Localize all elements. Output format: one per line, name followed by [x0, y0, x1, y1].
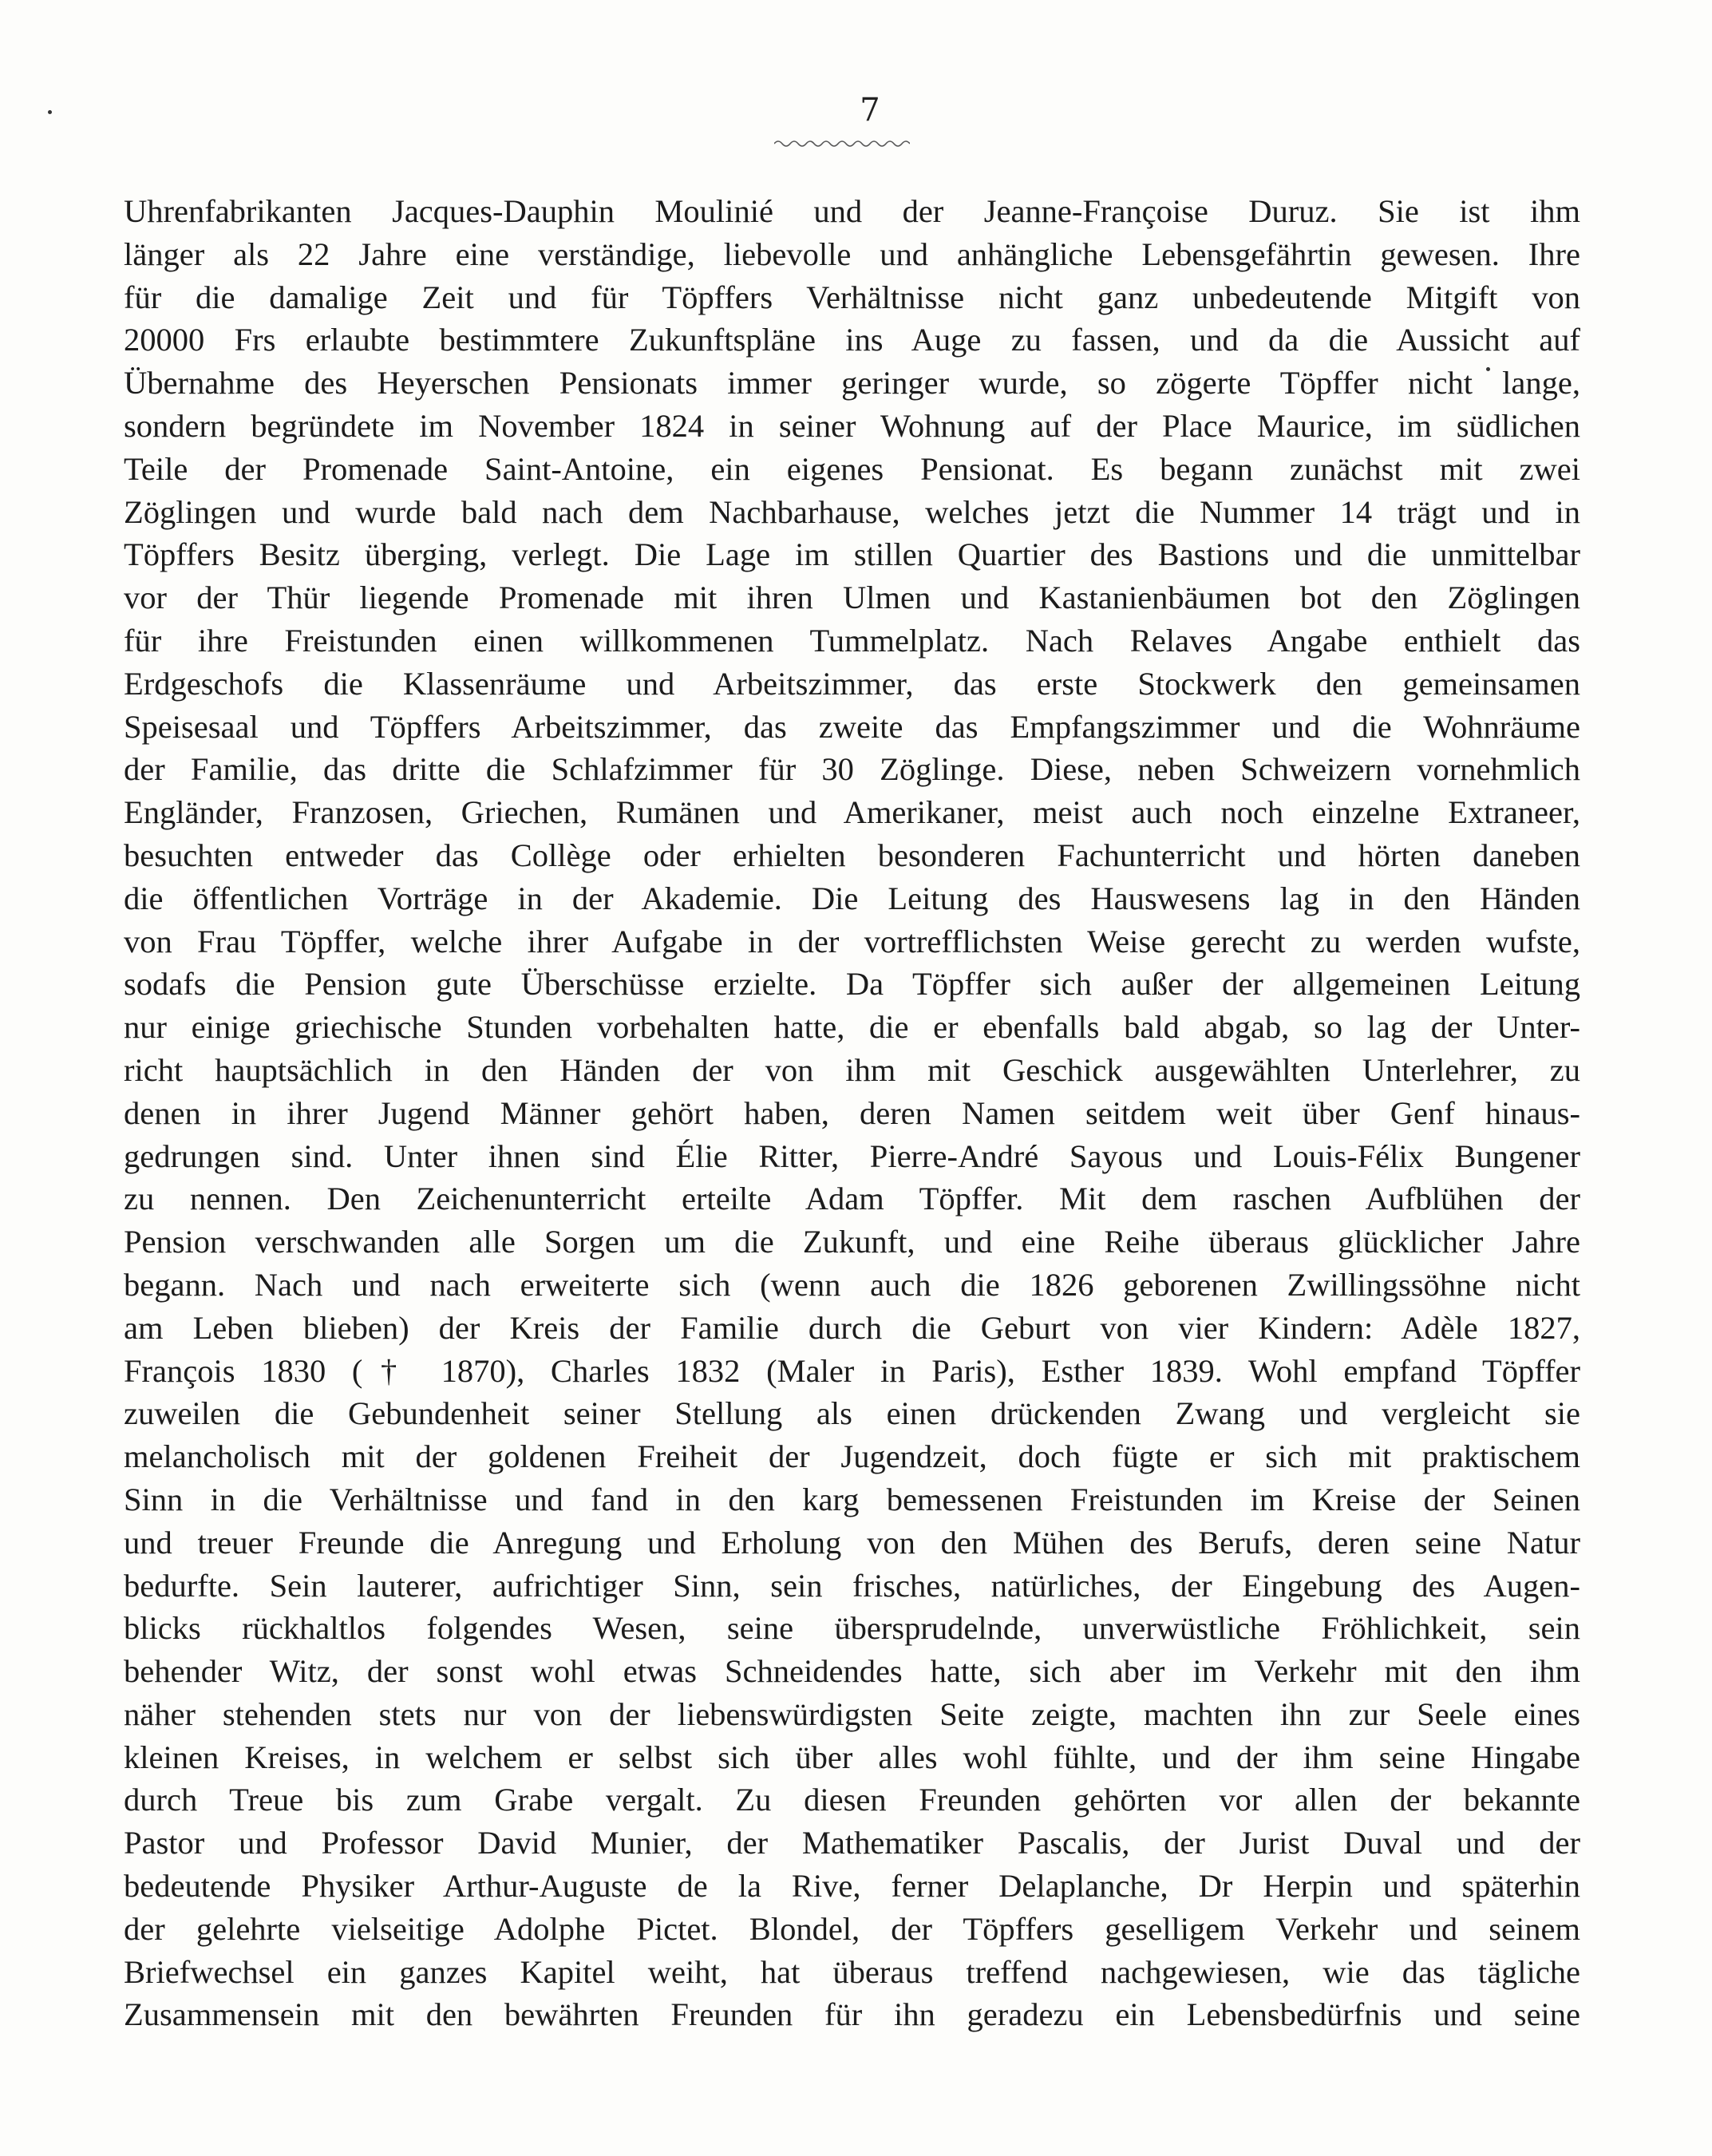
text-line: blicks rückhaltlos folgendes Wesen, seine übersprudelnde, unverwüstliche Fröhlichkeit, sein	[124, 1610, 1580, 1647]
text-line: besuchten entweder das Collège oder erhielten besonderen Fachunterricht und hörten daneben	[124, 837, 1580, 873]
text-line: Teile der Promenade Saint-Antoine, ein eigenes Pensionat. Es begann zunächst mit zwei	[124, 450, 1580, 487]
text-line: vor der Thür liegende Promenade mit ihren Ulmen und Kastanienbäumen bot den Zöglingen	[124, 580, 1580, 616]
text-line: und treuer Freunde die Anregung und Erholung von den Mühen des Berufs, deren seine Natur	[124, 1524, 1580, 1561]
text-line: Zusammensein mit den bewährten Freunden für ihn geradezu ein Lebensbedürfnis und seine	[124, 1996, 1580, 2033]
text-line: denen in ihrer Jugend Männer gehört haben, deren Namen seitdem weit über Genf hinaus-	[124, 1094, 1580, 1131]
text-line: der gelehrte vielseitige Adolphe Pictet. Blondel, der Töpffers geselligem Verkehr und seinem	[124, 1910, 1580, 1947]
text-line: begann. Nach und nach erweiterte sich (wenn auch die 1826 geborenen Zwillingssöhne nicht	[124, 1266, 1580, 1303]
page-number-ornament	[774, 139, 910, 148]
text-line: bedurfte. Sein lauterer, aufrichtiger Sinn, sein frisches, natürliches, der Eingebung des Augen-	[124, 1567, 1580, 1604]
text-line: für ihre Freistunden einen willkommenen Tummelplatz. Nach Relaves Angabe enthielt das	[124, 622, 1580, 659]
text-line: näher stehenden stets nur von der liebenswürdigsten Seite zeigte, machten ihn zur Seele eines	[124, 1695, 1580, 1732]
text-line: Übernahme des Heyerschen Pensionats immer geringer wurde, so zögerte Töpffer nicht lange,	[124, 365, 1580, 402]
text-line: die öffentlichen Vorträge in der Akademie. Die Leitung des Hauswesens lag in den Händen	[124, 880, 1580, 916]
text-line: richt hauptsächlich in den Händen der von ihm mit Geschick ausgewählten Unterlehrer, zu	[124, 1051, 1580, 1088]
text-line: gedrungen sind. Unter ihnen sind Élie Ritter, Pierre-André Sayous und Louis-Félix Bungener	[124, 1137, 1580, 1174]
text-line: nur einige griechische Stunden vorbehalten hatte, die er ebenfalls bald abgab, so lag der Unter-	[124, 1009, 1580, 1046]
body-text	[124, 190, 1580, 2036]
text-line: für die damalige Zeit und für Töpffers Verhältnisse nicht ganz unbedeutende Mitgift von	[124, 279, 1580, 315]
text-line: länger als 22 Jahre eine verständige, liebevolle und anhängliche Lebensgefährtin gewesen. Ihre	[124, 235, 1580, 272]
text-line: sondern begründete im November 1824 in seiner Wohnung auf der Place Maurice, im südlichen	[124, 407, 1580, 444]
text-line: Zöglingen und wurde bald nach dem Nachbarhause, welches jetzt die Nummer 14 trägt und in	[124, 493, 1580, 530]
text-line: melancholisch mit der goldenen Freiheit der Jugendzeit, doch fügte er sich mit praktischem	[124, 1438, 1580, 1475]
text-line: Speisesaal und Töpffers Arbeitszimmer, das zweite das Empfangszimmer und die Wohnräume	[124, 708, 1580, 745]
text-line: durch Treue bis zum Grabe vergalt. Zu diesen Freunden gehörten vor allen der bekannte	[124, 1782, 1580, 1818]
text-line: François 1830 († 1870), Charles 1832 (Maler in Paris), Esther 1839. Wohl empfand Töpffer	[124, 1352, 1580, 1389]
text-line: Engländer, Franzosen, Griechen, Rumänen und Amerikaner, meist auch noch einzelne Extraneer,	[124, 794, 1580, 831]
text-line: zu nennen. Den Zeichenunterricht erteilte Adam Töpffer. Mit dem raschen Aufblühen der	[124, 1181, 1580, 1217]
text-line: behender Witz, der sonst wohl etwas Schneidendes hatte, sich aber im Verkehr mit den ihm	[124, 1653, 1580, 1690]
text-line: von Frau Töpffer, welche ihrer Aufgabe in der vortrefflichsten Weise gerecht zu werden wufste,	[124, 923, 1580, 959]
text-line: Uhrenfabrikanten Jacques-Dauphin Moulinié und der Jeanne-Françoise Duruz. Sie ist ihm	[124, 193, 1580, 229]
text-line: Pension verschwanden alle Sorgen um die Zukunft, und eine Reihe überaus glücklicher Jahre	[124, 1224, 1580, 1260]
text-line: zuweilen die Gebundenheit seiner Stellung als einen drückenden Zwang und vergleicht sie	[124, 1395, 1580, 1432]
text-line: Töpffers Besitz überging, verlegt. Die Lage im stillen Quartier des Bastions und die unmittelbar	[124, 536, 1580, 573]
text-line: der Familie, das dritte die Schlafzimmer für 30 Zöglinge. Diese, neben Schweizern vornehmlich	[124, 751, 1580, 788]
page-number: 7	[860, 92, 880, 129]
text-line: sodafs die Pension gute Überschüsse erzielte. Da Töpffer sich außer der allgemeinen Leitung	[124, 966, 1580, 1003]
text-line: Erdgeschofs die Klassenräume und Arbeitszimmer, das erste Stockwerk den gemeinsamen	[124, 665, 1580, 702]
text-line: am Leben blieben) der Kreis der Familie durch die Geburt von vier Kindern: Adèle 1827,	[124, 1309, 1580, 1346]
text-line: bedeutende Physiker Arthur-Auguste de la Rive, ferner Delaplanche, Dr Herpin und späterhin	[124, 1868, 1580, 1905]
text-line: Pastor und Professor David Munier, der Mathematiker Pascalis, der Jurist Duval und der	[124, 1825, 1580, 1861]
text-line: Sinn in die Verhältnisse und fand in den karg bemessenen Freistunden im Kreise der Seinen	[124, 1481, 1580, 1517]
text-line: 20000 Frs erlaubte bestimmtere Zukunftspläne ins Auge zu fassen, und da die Aussicht auf	[124, 322, 1580, 358]
text-line: kleinen Kreises, in welchem er selbst sich über alles wohl fühlte, und der ihm seine Hingabe	[124, 1739, 1580, 1775]
text-line: Briefwechsel ein ganzes Kapitel weiht, hat überaus treffend nachgewiesen, wie das tägliche	[124, 1953, 1580, 1990]
print-speck	[48, 110, 52, 114]
